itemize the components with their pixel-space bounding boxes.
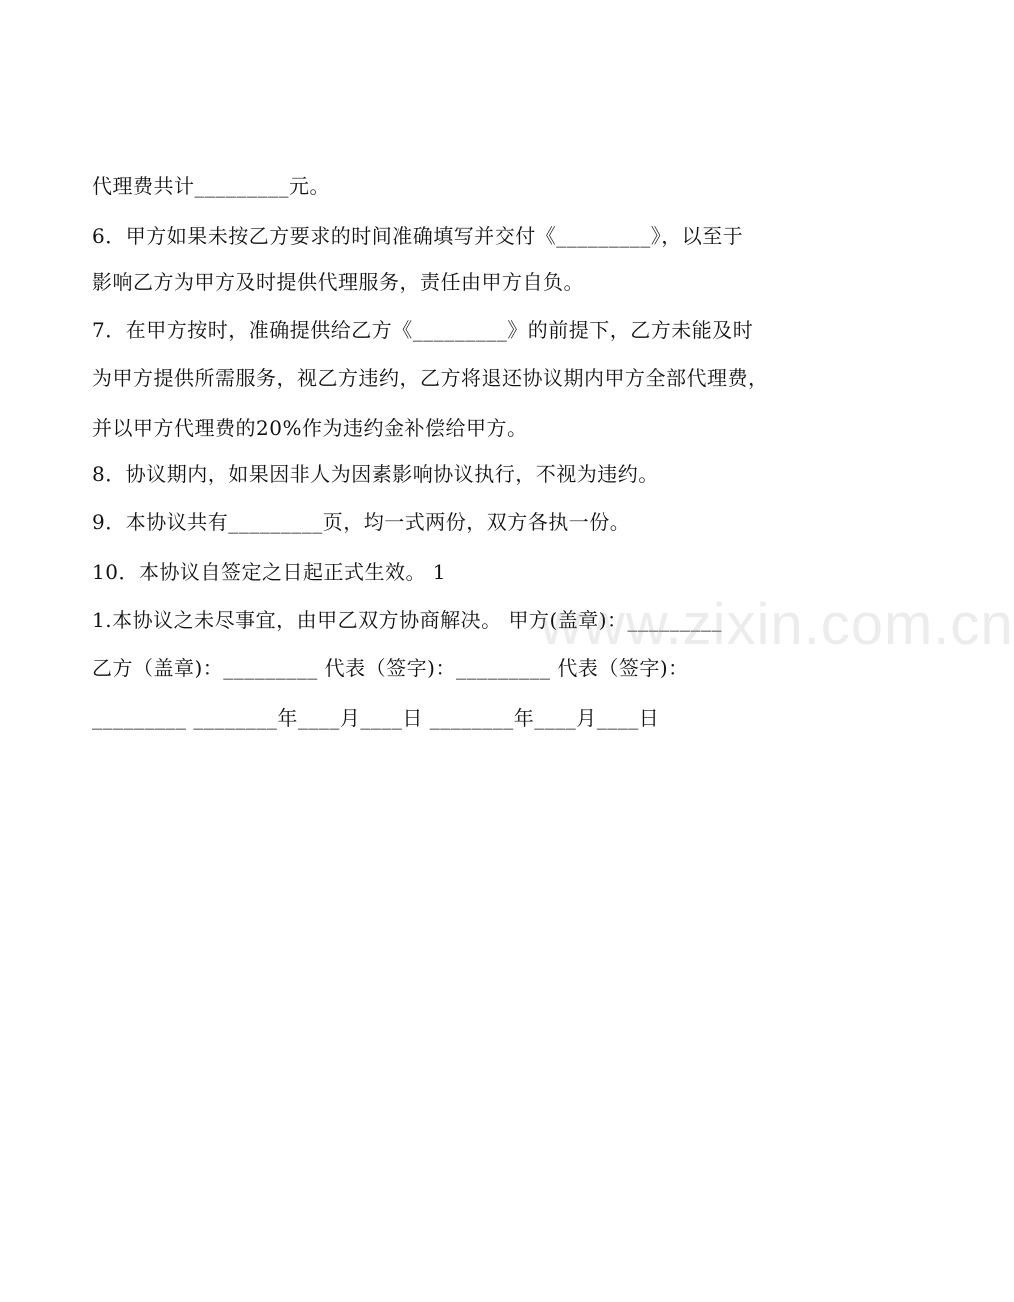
text-line-fee-total: 代理费共计_________元。 — [92, 174, 330, 198]
text-line-clause-7: 7．在甲方按时，准确提供给乙方《_________》的前提下，乙方未能及时 — [92, 318, 754, 342]
text-line-signatures: 乙方（盖章)：_________ 代表（签字)：_________ 代表（签字)： — [92, 656, 689, 680]
watermark: www.zixin.com.cn — [540, 592, 1014, 657]
text-line-clause-11: 1.本协议之未尽事宜，由甲乙双方协商解决。 甲方(盖章)：_________ — [92, 608, 723, 632]
text-line-clause-8: 8．协议期内，如果因非人为因素影响协议执行，不视为违约。 — [92, 462, 659, 486]
text-line-clause-7-cont: 为甲方提供所需服务，视乙方违约，乙方将退还协议期内甲方全部代理费， — [92, 366, 769, 390]
text-line-dates: _________ ________年____月____日 ________年____月____日 — [92, 706, 660, 730]
text-line-clause-10: 10．本协议自签定之日起正式生效。 1 — [92, 560, 447, 584]
text-line-clause-6: 6．甲方如果未按乙方要求的时间准确填写并交付《_________》，以至于 — [92, 224, 744, 248]
text-line-clause-9: 9．本协议共有_________页，均一式两份，双方各执一份。 — [92, 510, 631, 534]
text-line-clause-7-end: 并以甲方代理费的20%作为违约金补偿给甲方。 — [92, 416, 528, 440]
text-line-clause-6-cont: 影响乙方为甲方及时提供代理服务，责任由甲方自负。 — [92, 270, 584, 294]
